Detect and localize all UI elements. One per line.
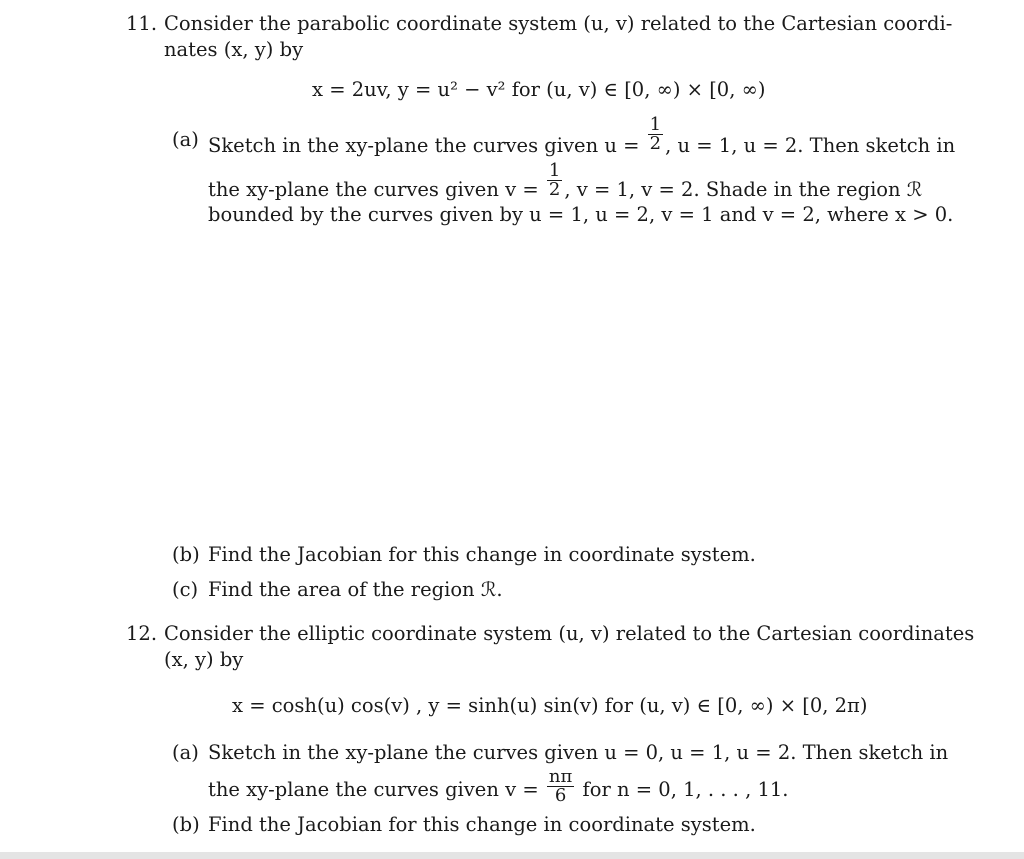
problem-11c-text: Find the area of the region ℛ.: [208, 578, 503, 601]
problem-12b-text: Find the Jacobian for this change in coordinate system.: [208, 813, 756, 836]
problem-11a-line1: [208, 114, 956, 165]
fraction-n-pi-over-6: [547, 768, 574, 805]
fraction-numerator: 1: [548, 160, 561, 181]
problem-12a-line2: [208, 766, 789, 809]
problem-12-intro-line1: Consider the elliptic coordinate system (u, v) related to the Cartesian coordinates: [164, 622, 975, 645]
problem-11a-label: (a): [172, 128, 199, 151]
fraction-one-half: [648, 116, 663, 153]
sketch-space: [208, 236, 908, 536]
problem-12a-line2-rest: for n = 0, 1, . . . , 11.: [576, 778, 789, 801]
problem-12a-line1: Sketch in the xy-plane the curves given u = 0, u = 1, u = 2. Then sketch in: [208, 741, 949, 764]
problem-11-equation: x = 2uv, y = u² − v² for (u, v) ∈ [0, ∞) × [0, ∞): [312, 78, 766, 101]
problem-11a-line2-rest: , v = 1, v = 2. Shade in the region ℛ: [564, 178, 923, 201]
problem-11c-label: (c): [172, 578, 199, 601]
problem-11a-line1-text: Sketch in the xy-plane the curves given u =: [208, 134, 640, 157]
problem-11-number: 11.: [126, 12, 158, 35]
fraction-one-half-v: [547, 162, 562, 199]
problem-12-equation: x = cosh(u) cos(v) , y = sinh(u) sin(v) for (u, v) ∈ [0, ∞) × [0, 2π): [232, 694, 868, 717]
problem-11a-line1-rest: , u = 1, u = 2. Then sketch in: [665, 134, 956, 157]
problem-11a-line2-text: the xy-plane the curves given v =: [208, 178, 539, 201]
page-bottom-border: [0, 852, 1024, 859]
problem-12-intro-line2: (x, y) by: [164, 648, 244, 671]
problem-11-intro-line1: Consider the parabolic coordinate system (u, v) related to the Cartesian coordi-: [164, 12, 953, 35]
problem-11b-label: (b): [172, 543, 200, 566]
fraction-denominator: 2: [649, 133, 662, 154]
fraction-denominator: 2: [548, 179, 561, 200]
problem-11a-line3: bounded by the curves given by u = 1, u = 2, v = 1 and v = 2, where x > 0.: [208, 203, 954, 226]
problem-12a-line2-text: the xy-plane the curves given v =: [208, 778, 539, 801]
fraction-numerator: nπ: [548, 766, 573, 787]
problem-12a-label: (a): [172, 741, 199, 764]
problem-11-intro-line2: nates (x, y) by: [164, 38, 304, 61]
problem-12b-label: (b): [172, 813, 200, 836]
fraction-denominator: 6: [554, 785, 567, 806]
problem-11b-text: Find the Jacobian for this change in coordinate system.: [208, 543, 756, 566]
fraction-numerator: 1: [649, 114, 662, 135]
problem-12-number: 12.: [126, 622, 158, 645]
